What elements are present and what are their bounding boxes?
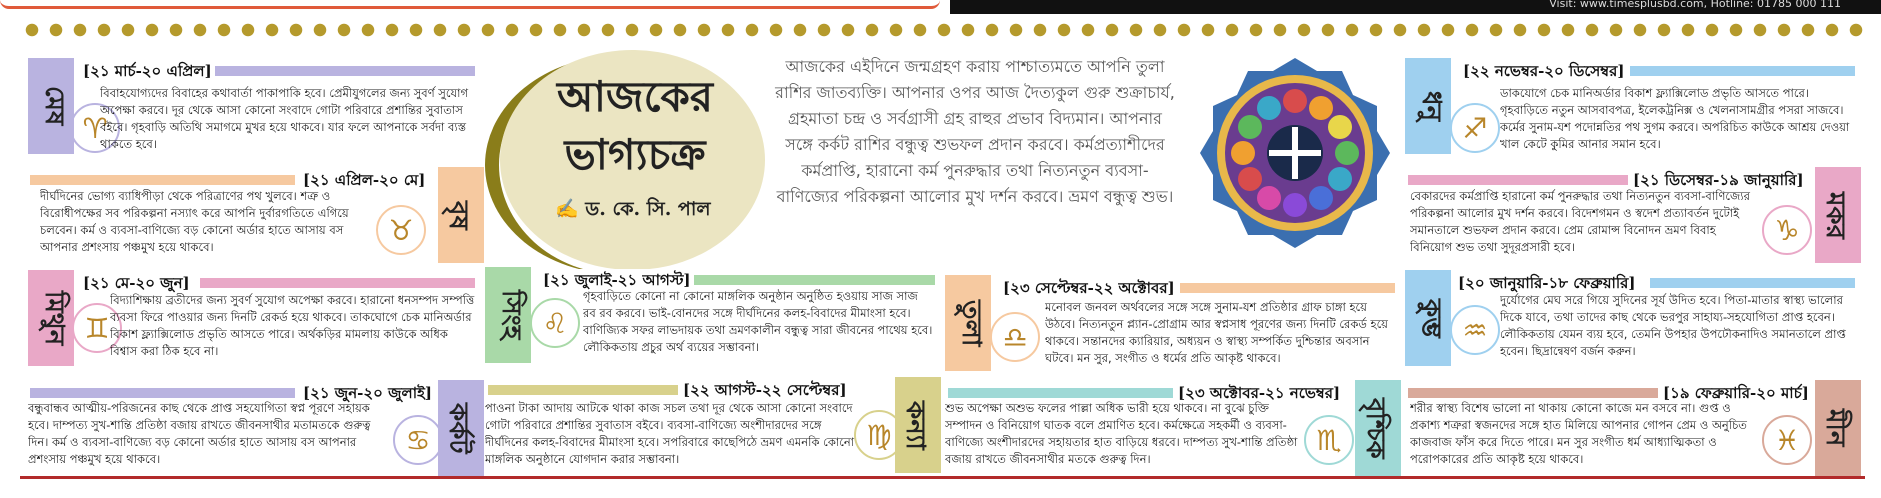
sign-prediction-tula: মনোবল জনবল অর্থবলের সঙ্গে সঙ্গে সুনাম-যশ প্রতিষ্ঠার গ্রাফ চাঙ্গা হয়ে উঠবে। নিত্যনতুন প্ল্যান-প্রোগ্রাম আর স্বপ্নসাধ পূরণের জন্য দিনটি রেকর্ড হয়ে থাকবে। সন্তানদের ক্যারিয়ার, অধ্যয়ন ও স্বাস্থ্য সম্পর্কিত দুশ্চিন্তার অবসান ঘটবে। মন সুর, সংগীত ও ধর্মের প্রতি আকৃষ্ট থাকবে। (1045, 300, 1388, 365)
website-text: Visit: www.timesplusbd.com, Hotline: 01785 000 111 (1549, 0, 1841, 10)
sign-color-bar-brish (30, 175, 295, 185)
sign-name-brish: বৃষ (438, 167, 484, 263)
sign-date-dhanu: [২২ নভেম্বর-২০ ডিসেম্বর] (1460, 60, 1627, 85)
sign-prediction-meen: শরীর স্বাস্থ্য বিশেষ ভালো না থাকায় কোনো কাজে মন বসবে না। গুপ্ত ও প্রকাশ্য শত্রুরা স্বজনদের সঙ্গে হাত মিলিয়ে আপনার গোপন প্রেম ও অনুচিত কাজবাজ ফাঁস করে দিতে পারে। মন সুর সংগীত ধর্ম আধ্যাত্মিকতা ও পরোপকারের প্রতি আকৃষ্ট হয়ে থাকবে। (1410, 401, 1747, 466)
sign-name-kumbha: কুম্ভ (1405, 270, 1451, 366)
sign-prediction-brish: দীর্ঘদিনের ভোগ্য ব্যাধিপীড়া থেকে পরিত্রাণের পথ খুলবে। শত্রু ও বিরোধীপক্ষের সব পরিকল্পনা নস্যাৎ করে আপনি দুর্বারগতিতে এগিয়ে চলবেন। কর্ম ও ব্যবসা-বাণিজ্যে বড় কোনো অর্ডার হাতে আসায় বস আপনার প্রশংসায় পঞ্চমুখ হয়ে থাকবে। (40, 189, 349, 254)
sign-prediction-dhanu: ডাকযোগে চেক মানিঅর্ডার বিকাশ ফ্ল্যাক্সিলোড প্রভৃতি আসতে পারে। গৃহবাড়িতে নতুন আসবাবপত্র, ইলেকট্রনিক্স ও খেলনাসামগ্রীর পসরা সাজবে। কর্মের সুনাম-যশ পদোন্নতির পথ সুগম করবে। অপরিচিত কাউকে আশ্রয় দেওয়া খাল কেটে কুমির আনার সমান হবে। (1500, 86, 1850, 151)
dotted-border (20, 22, 1865, 38)
zodiac-mithun-icon: ♊ (72, 303, 122, 353)
sign-prediction-mesh: বিবাহযোগ্যদের বিবাহের কথাবার্তা পাকাপাকি হবে। প্রেমীযুগলের জন্য সুবর্ণ সুযোগ অপেক্ষা করবে। দূর থেকে আসা কোনো সংবাদে গোটা পরিবারে প্রশান্তির সুবাতাস বইবে। গৃহবাড়ি অতিথি সমাগমে মুখর হয়ে থাকবে। যার ফলে আপনাকে সর্বদা ব্যস্ত থাকতে হবে। (100, 86, 469, 151)
sign-name-karkat: কর্কট (438, 380, 484, 476)
sign-color-bar-meen (1408, 388, 1658, 398)
sign-prediction-kumbha: দুর্যোগের মেঘ সরে গিয়ে সুদিনের সূর্য উদিত হবে। পিতা-মাতার স্বাস্থ্য ভালোর দিকে যাবে, তথা তাদের কাছ থেকে ভরপুর সাহায্য-সহযোগিতা প্রাপ্ত হবেন। লৌকিকতায় যেমন ব্যয় হবে, তেমনি উপহার উপঢৌকনাদিও সমানতালে প্রাপ্ত হবেন। ছিদ্রান্বেষণ বর্জন করুন। (1500, 293, 1846, 358)
sign-date-meen: [১৯ ফেব্রুয়ারি-২০ মার্চ] (1660, 382, 1812, 407)
sign-color-bar-tula (1180, 283, 1395, 293)
sign-prediction-brishchik: শুভ অপেক্ষা অশুভ ফলের পাল্লা অধিক ভারী হয়ে থাকবে। না বুঝে চুক্তি সম্পাদন ও বিনিয়োগ ঘাতক বলে প্রমাণিত হবে। কর্মক্ষেত্রে সহকর্মী ও ব্যবসা-বাণিজ্যে অংশীদারদের সহায়তার হাত বাড়িয়ে ধরবে। দাম্পত্য সুখ-শান্তি প্রতিষ্ঠা বজায় রাখতে জীবনসাথীর মতকে গুরুত্ব দিন। (945, 401, 1298, 466)
sign-color-bar-karkat (30, 388, 295, 398)
zodiac-makar-icon: ♑ (1762, 205, 1812, 255)
sign-name-tula: তুলা (945, 275, 991, 371)
zodiac-brish-icon: ♉ (376, 205, 426, 255)
zodiac-dhanu-icon: ♐ (1450, 103, 1500, 153)
sign-prediction-mithun: বিদ্যাশিক্ষায় ব্রতীদের জন্য সুবর্ণ সুযোগ অপেক্ষা করবে। হারানো ধনসম্পদ সম্পত্তি ব্যবসা ফিরে পাওয়ার জন্য দিনটি রেকর্ড হয়ে থাকবে। তাকঘোগে চেক মানিঅর্ডার বিকাশ ফ্ল্যাক্সিলোড প্রভৃতি আসতে পারে। অর্থকড়ির মামলায় কাউকে অধিক বিশ্বাস করা ঠিক হবে না। (110, 293, 475, 358)
sign-color-bar-dhanu (1630, 66, 1855, 76)
sign-name-brishchik: বৃশ্চিক (1355, 380, 1401, 476)
sign-name-meen: মীন (1815, 380, 1861, 476)
title-line-1: আজকের (557, 72, 713, 121)
sign-color-bar-kumbha (1650, 278, 1855, 288)
zodiac-karkat-icon: ♋ (393, 415, 443, 465)
sign-date-kanya: [২২ আগস্ট-২২ সেপ্টেম্বর] (680, 379, 850, 404)
zodiac-singha-icon: ♌ (530, 298, 580, 348)
sign-date-tula: [২৩ সেপ্টেম্বর-২২ অক্টোবর] (1000, 277, 1178, 302)
sign-name-dhanu: ধনু (1405, 58, 1451, 154)
sign-date-kumbha: [২০ জানুয়ারি-১৮ ফেব্রুয়ারি] (1455, 272, 1639, 297)
bottom-border-line (20, 476, 1865, 479)
zodiac-brishchik-icon: ♏ (1304, 415, 1354, 465)
sign-prediction-makar: বেকারদের কর্মপ্রাপ্তি হারানো কর্ম পুনরুদ্ধার তথা নিত্যনতুন ব্যবসা-বাণিজ্যের পরিকল্পনা আলোর মুখ দর্শন করবে। বিদেশগমন ও স্বদেশ প্রত্যাবর্তন দুটোই সমানতালে শুভফল প্রদান করবে। প্রেম রোমান্স বিনোদন ভ্রমণ বিবাহ বিনিয়োগ শুভ তথা সুদূরপ্রসারী হবে। (1410, 189, 1750, 254)
sign-color-bar-singha (690, 275, 935, 285)
zodiac-mesh-icon: ♈ (70, 103, 120, 153)
sign-prediction-singha: গৃহবাড়িতে কোনো না কোনো মাঙ্গলিক অনুষ্ঠান অনুষ্ঠিত হওয়ায় সাজ সাজ রব রব করবে। ভাই-বোনদের সঙ্গে দীর্ঘদিনের কলহ-বিবাদের মীমাংসা হবে। বাণিজ্যিক সফর লাভদায়ক তথা ভ্রমণকালীন বন্ধুত্ব সারা জীবনের পাথেয় হবে। লৌকিকতায় প্রচুর অর্থ ব্যয়ের সম্ভাবনা। (583, 289, 933, 354)
sign-prediction-kanya: পাওনা টাকা আদায় আটকে থাকা কাজ সচল তথা দূর থেকে আসা কোনো সংবাদে গোটা পরিবারে প্রশান্তির সুবাতাস বইবে। ব্যবসা-বাণিজ্যে অংশীদারদের সঙ্গে দীর্ঘদিনের কলহ-বিবাদের মীমাংসা হবে। সপরিবারে কাছেপিঠে ভ্রমণ এমনকি কোনো মাঙ্গলিক অনুষ্ঠানে যোগদান করার সম্ভাবনা। (485, 401, 855, 466)
zodiac-wheel-image (1200, 58, 1390, 248)
author-byline: ✍ ড. কে. সি. পাল (555, 198, 711, 220)
intro-paragraph: আজকের এইদিনে জন্মগ্রহণ করায় পাশ্চাত্যমতে আপনি তুলা রাশির জাতব্যক্তি। আপনার ওপর আজ দৈত্যকুল গুরু শুক্রাচার্য, গ্রহমাতা চন্দ্র ও সর্বগ্রাসী গ্রহ রাহুর প্রভাব বিদ্যমান। আপনার সঙ্গে কর্কট রাশির বন্ধুত্ব শুভফল প্রদান করবে। কর্মপ্রত্যাশীদের কর্মপ্রাপ্তি, হারানো কর্ম পুনরুদ্ধার তথা নিত্যনতুন ব্যবসা-বাণিজ্যের পরিকল্পনা আলোর মুখ দর্শন করবে। ভ্রমণ বন্ধুত্ব শুভ। (775, 57, 1175, 206)
title-line-2: ভাগ্যচক্র (564, 130, 706, 179)
sign-color-bar-kanya (488, 385, 678, 395)
sign-color-bar-mesh (210, 66, 475, 76)
sign-name-singha: সিংহ (485, 267, 531, 363)
sign-color-bar-makar (1408, 175, 1628, 185)
sign-date-brish: [২১ এপ্রিল-২০ মে] (300, 169, 428, 194)
sign-date-makar: [২১ ডিসেম্বর-১৯ জানুয়ারি] (1630, 169, 1807, 194)
sign-name-mithun: মিথুন (28, 270, 74, 366)
sign-color-bar-mithun (200, 278, 475, 288)
zodiac-meen-icon: ♓ (1762, 415, 1812, 465)
sign-name-kanya: কন্যা (895, 377, 941, 473)
sign-prediction-karkat: বন্ধুবান্ধব আত্মীয়-পরিজনের কাছ থেকে প্রাপ্ত সহযোগিতা স্বপ্ন পূরণে সহায়ক হবে। দাম্পত্য সুখ-শান্তি প্রতিষ্ঠা বজায় রাখতে জীবনসাথীর মতামতকে গুরুত্ব দিন। কর্ম ও ব্যবসা-বাণিজ্যে বড় কোনো অর্ডার হাতে আসায় বস আপনার প্রশংসায় পঞ্চমুখ হয়ে থাকবে। (28, 401, 371, 466)
page-title (530, 68, 740, 184)
sign-name-makar: মকর (1815, 167, 1861, 263)
zodiac-kanya-icon: ♍ (854, 410, 904, 460)
sign-date-karkat: [২১ জুন-২০ জুলাই] (300, 382, 435, 407)
zodiac-tula-icon: ♎ (990, 312, 1040, 362)
sign-date-brishchik: [২৩ অক্টোবর-২১ নভেম্বর] (1175, 382, 1343, 407)
sign-name-mesh: মেষ (28, 58, 74, 154)
sign-date-mithun: [২১ মে-২০ জুন] (80, 272, 193, 297)
top-border-line (0, 0, 940, 9)
sign-color-bar-brishchik (948, 388, 1173, 398)
sign-date-singha: [২১ জুলাই-২১ আগস্ট] (540, 269, 694, 294)
zodiac-kumbha-icon: ♒ (1450, 305, 1500, 355)
top-info-bar (950, 0, 1881, 14)
sign-date-mesh: [২১ মার্চ-২০ এপ্রিল] (80, 60, 215, 85)
